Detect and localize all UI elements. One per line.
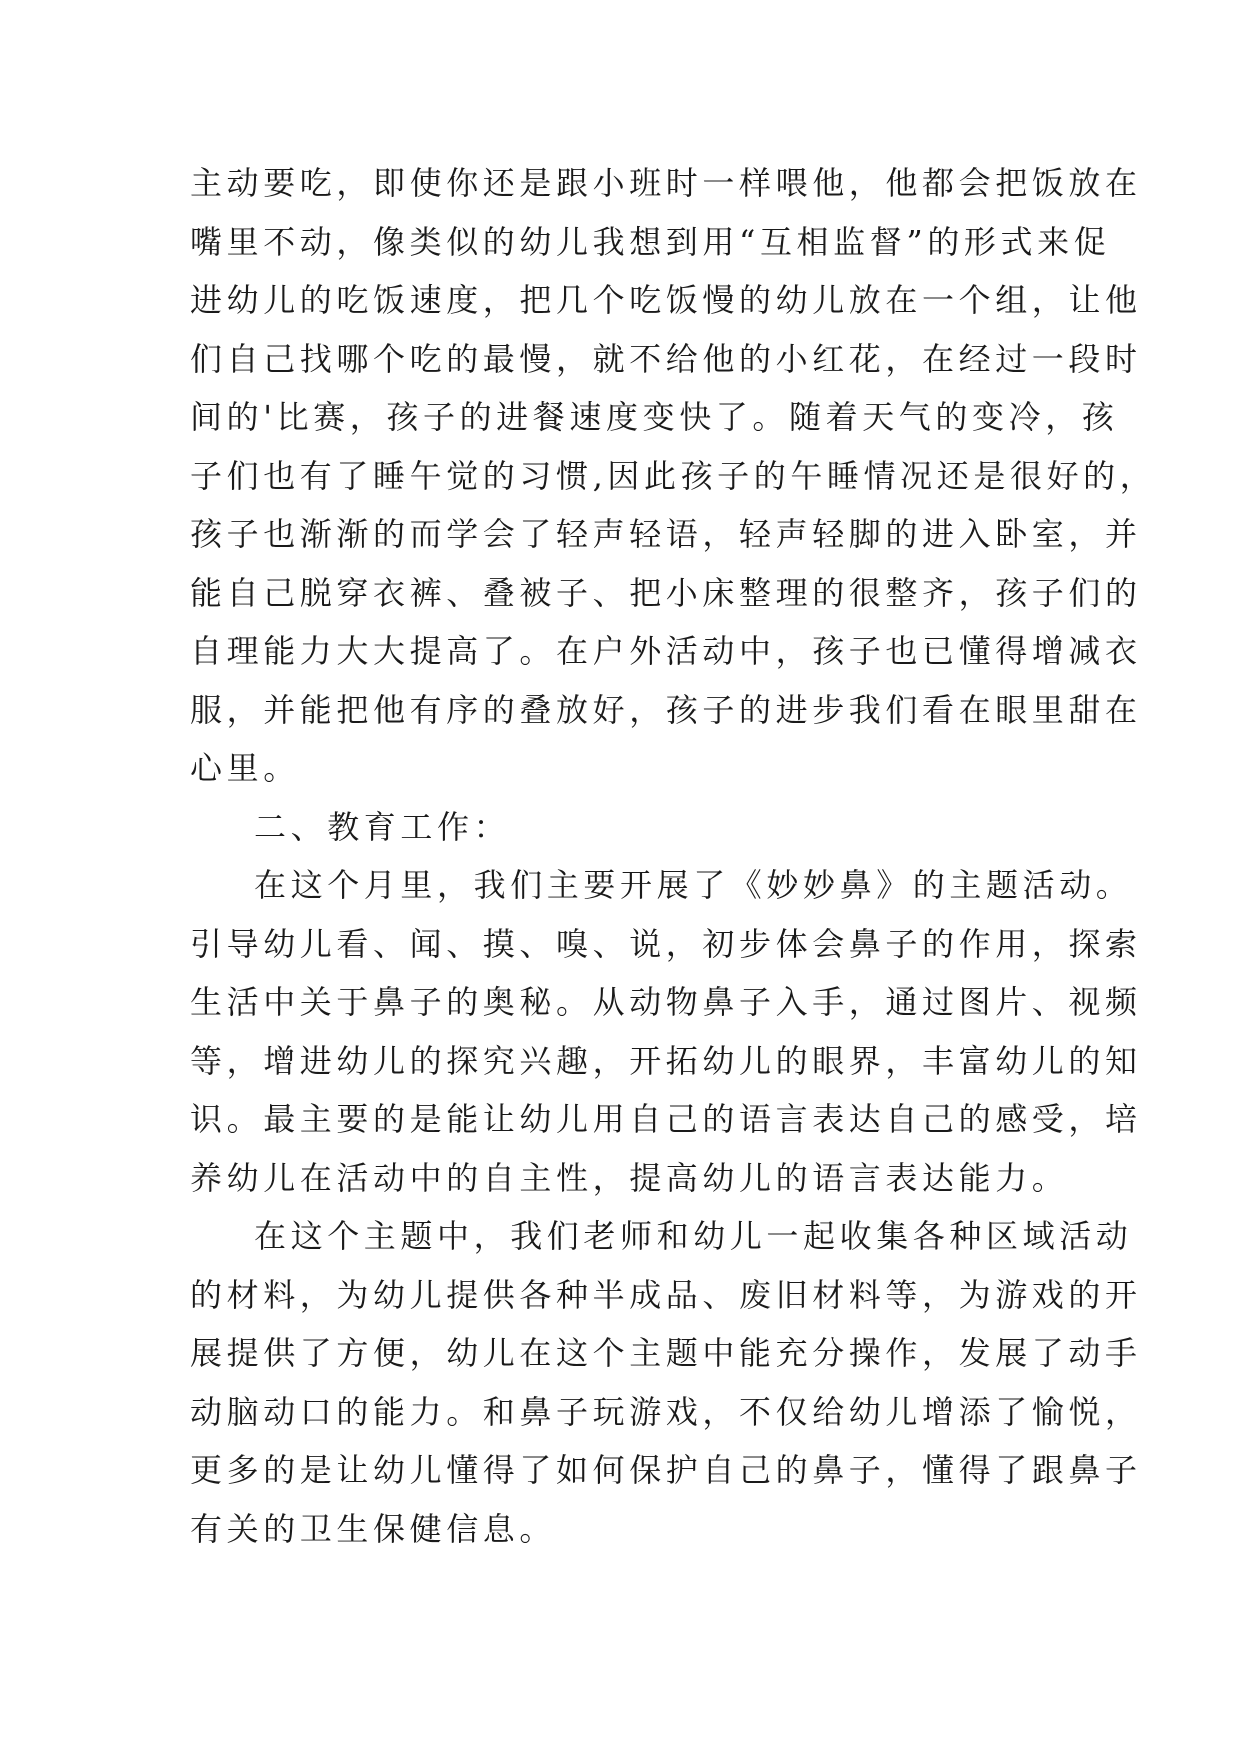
text-line: 能自己脱穿衣裤、叠被子、把小床整理的很整齐，孩子们的 bbox=[190, 573, 1142, 612]
text-line: 识。最主要的是能让幼儿用自己的语言表达自己的感受，培 bbox=[190, 1100, 1142, 1138]
text-line: 孩子也渐渐的而学会了轻声轻语，轻声轻脚的进入卧室，并 bbox=[190, 515, 1142, 553]
text-line: 子们也有了睡午觉的习惯,因此孩子的午睡情况还是很好的， bbox=[190, 456, 1157, 495]
text-line: 展提供了方便，幼儿在这个主题中能充分操作，发展了动手 bbox=[190, 1334, 1142, 1372]
text-line: 进幼儿的吃饭速度，把几个吃饭慢的幼儿放在一个组，让他 bbox=[190, 281, 1142, 319]
text-line: 们自己找哪个吃的最慢，就不给他的小红花，在经过一段时 bbox=[190, 339, 1142, 378]
text-line: 间的'比赛，孩子的进餐速度变快了。随着天气的变冷，孩 bbox=[190, 398, 1119, 436]
text-line: 生活中关于鼻子的奥秘。从动物鼻子入手，通过图片、视频 bbox=[190, 983, 1142, 1021]
text-line: 养幼儿在活动中的自主性，提高幼儿的语言表达能力。 bbox=[190, 1158, 1069, 1197]
text-line: 有关的卫生保健信息。 bbox=[190, 1509, 557, 1548]
text-line: 服，并能把他有序的叠放好，孩子的进步我们看在眼里甜在 bbox=[190, 690, 1142, 729]
text-line: 主动要吃，即使你还是跟小班时一样喂他，他都会把饭放在 bbox=[190, 164, 1142, 202]
text-line: 在这个主题中，我们老师和幼儿一起收集各种区域活动 bbox=[254, 1217, 1133, 1255]
text-line: 嘴里不动，像类似的幼儿我想到用“互相监督”的形式来促 bbox=[190, 222, 1111, 261]
text-line: 心里。 bbox=[190, 749, 300, 787]
text-line: 更多的是让幼儿懂得了如何保护自己的鼻子，懂得了跟鼻子 bbox=[190, 1451, 1142, 1489]
text-line: 在这个月里，我们主要开展了《妙妙鼻》的主题活动。 bbox=[254, 866, 1133, 904]
text-line: 引导幼儿看、闻、摸、嗅、说，初步体会鼻子的作用，探索 bbox=[190, 924, 1142, 963]
text-line: 动脑动口的能力。和鼻子玩游戏，不仅给幼儿增添了愉悦， bbox=[190, 1392, 1142, 1431]
section-heading: 二、教育工作： bbox=[254, 807, 511, 846]
text-line: 的材料，为幼儿提供各种半成品、废旧材料等，为游戏的开 bbox=[190, 1275, 1142, 1314]
document-body bbox=[190, 154, 1157, 1558]
text-line: 等，增进幼儿的探究兴趣，开拓幼儿的眼界，丰富幼儿的知 bbox=[190, 1041, 1142, 1080]
text-line: 自理能力大大提高了。在户外活动中，孩子也已懂得增减衣 bbox=[190, 632, 1142, 670]
